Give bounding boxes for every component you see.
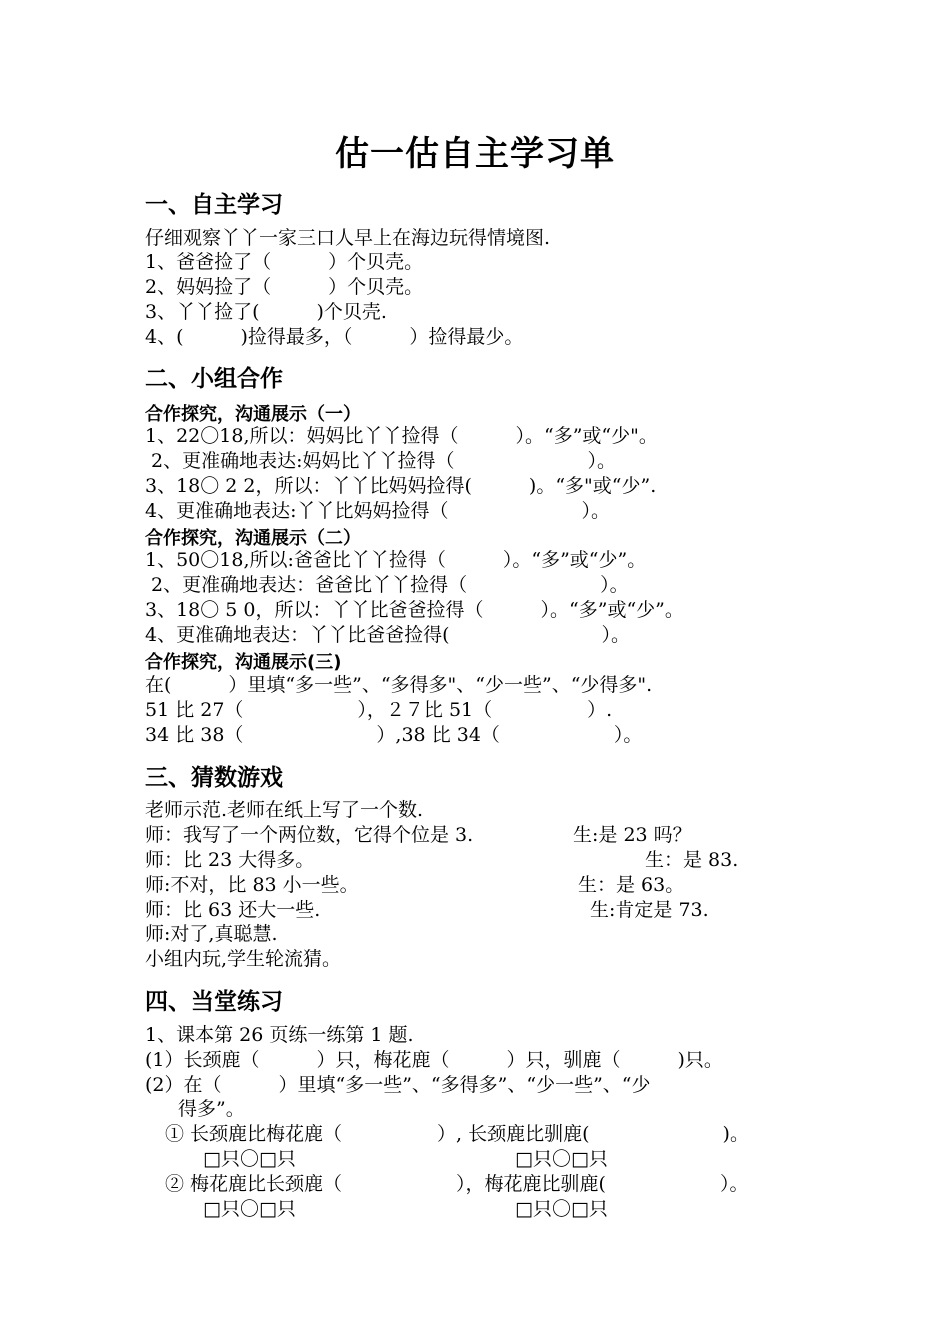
section-heading-group-work: 二、小组合作 bbox=[145, 366, 283, 392]
student-line: 生:是 23 吗？ bbox=[573, 824, 692, 846]
box-formula: □只〇□只 bbox=[515, 1148, 608, 1170]
question-line: 得多”。 bbox=[178, 1098, 245, 1120]
teacher-line: 师：比 23 大得多。 bbox=[145, 849, 315, 871]
box-formula: □只〇□只 bbox=[515, 1198, 608, 1220]
student-line: 生：是 83. bbox=[645, 849, 739, 871]
box-formula: □只〇□只 bbox=[203, 1198, 296, 1220]
question-line: 在( ）里填“多一些”、“多得多"、“少一些”、“少得多". bbox=[145, 674, 653, 696]
question-line: 1、50〇18,所以:爸爸比丫丫捡得（ ）。“多”或“少”。 bbox=[145, 549, 647, 571]
question-line: 1、课本第 26 页练一练第 1 题. bbox=[145, 1024, 414, 1046]
student-line: 生：是 63。 bbox=[578, 874, 685, 896]
question-line: 3、18〇 2 2，所以：丫丫比妈妈捡得( )。“多"或“少”. bbox=[145, 475, 657, 497]
question-line: ① 长颈鹿比梅花鹿（ ）, 长颈鹿比驯鹿( )。 bbox=[165, 1123, 749, 1145]
section-heading-practice: 四、当堂练习 bbox=[145, 989, 283, 1015]
question-line: 3、丫丫捡了( )个贝壳. bbox=[145, 301, 387, 323]
teacher-line: 师：我写了一个两位数，它得个位是 3. bbox=[145, 824, 474, 846]
section-heading-guess-game: 三、猜数游戏 bbox=[145, 765, 283, 791]
closing-text: 小组内玩,学生轮流猜。 bbox=[145, 948, 342, 970]
question-line: 4、更准确地表达：丫丫比爸爸捡得( ）。 bbox=[145, 624, 631, 646]
subheading: 合作探究，沟通展示（二） bbox=[145, 528, 361, 549]
teacher-line: 师：比 63 还大一些. bbox=[145, 899, 321, 921]
intro-text: 老师示范.老师在纸上写了一个数. bbox=[145, 799, 424, 821]
subheading: 合作探究，沟通展示(三) bbox=[145, 652, 342, 673]
question-line: (2）在（ ）里填“多一些”、“多得多”、“少一些”、“少 bbox=[145, 1074, 651, 1096]
teacher-line: 师:对了,真聪慧. bbox=[145, 923, 278, 945]
box-formula: □只〇□只 bbox=[203, 1148, 296, 1170]
subheading: 合作探究，沟通展示（一） bbox=[145, 404, 361, 425]
question-line: 51 比 27（ ），２７比 51（ ）. bbox=[145, 699, 613, 721]
section-heading-self-study: 一、自主学习 bbox=[145, 192, 283, 218]
intro-text: 仔细观察丫丫一家三口人早上在海边玩得情境图. bbox=[145, 227, 551, 249]
question-line: 4、更准确地表达:丫丫比妈妈捡得（ ）。 bbox=[145, 500, 610, 522]
question-line: 3、18〇 5 0，所以：丫丫比爸爸捡得（ ）。“多”或“少”。 bbox=[145, 599, 684, 621]
question-line: 4、( )捡得最多，（ ）捡得最少。 bbox=[145, 326, 524, 348]
question-line: (1）长颈鹿（ ）只，梅花鹿（ ）只，驯鹿（ )只。 bbox=[145, 1049, 723, 1071]
page-title: 估一估自主学习单 bbox=[335, 134, 615, 174]
question-line: 2、更准确地表达:妈妈比丫丫捡得（ ）。 bbox=[145, 450, 617, 472]
teacher-line: 师:不对，比 83 小一些。 bbox=[145, 874, 359, 896]
question-line: 34 比 38（ ）,38 比 34（ ）。 bbox=[145, 724, 643, 746]
question-line: ② 梅花鹿比长颈鹿（ ），梅花鹿比驯鹿( ）。 bbox=[165, 1173, 749, 1195]
question-line: 2、妈妈捡了（ ）个贝壳。 bbox=[145, 276, 424, 298]
question-line: 2、更准确地表达：爸爸比丫丫捡得（ ）。 bbox=[145, 574, 629, 596]
question-line: 1、爸爸捡了（ ）个贝壳。 bbox=[145, 251, 424, 273]
student-line: 生:肯定是 73. bbox=[590, 899, 709, 921]
question-line: 1、22〇18,所以：妈妈比丫丫捡得（ ）。“多”或“少"。 bbox=[145, 425, 658, 447]
